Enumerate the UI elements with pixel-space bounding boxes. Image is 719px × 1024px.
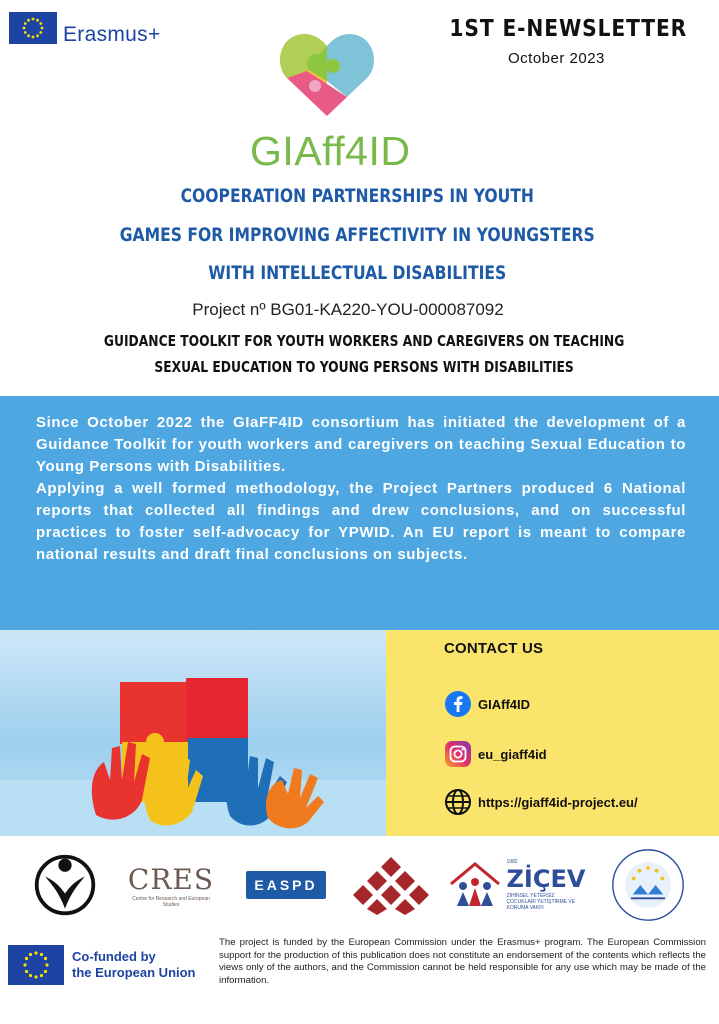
puzzle-heart-logo [277, 26, 377, 118]
intro-text [36, 412, 686, 566]
eild-logo [608, 846, 688, 924]
instagram-icon [444, 740, 472, 768]
eu-flag-logo [9, 12, 57, 44]
cres-logo-subtitle: Centre for Research and European Studies [132, 895, 210, 908]
puzzle-hands-photo [0, 630, 386, 836]
cofunded-line-1: Co-funded by [72, 949, 156, 964]
facebook-icon [444, 690, 472, 718]
intro-band [0, 396, 719, 630]
cofunded-label [72, 949, 196, 981]
erasmus-plus-label: Erasmus+ [63, 23, 161, 46]
globe-icon [444, 788, 472, 816]
headline-line-3: WITH INTELLECTUAL DISABILITIES [208, 262, 507, 284]
partner-logo-1 [30, 846, 100, 924]
newsletter-title: 1ST E-NEWSLETTER [449, 16, 687, 42]
website-link[interactable] [444, 788, 638, 816]
project-number: Project nº BG01-KA220-YOU-000087092 [192, 300, 504, 319]
instagram-handle: eu_giaff4id [478, 746, 547, 762]
intro-paragraph-1: Since October 2022 the GIaFF4ID consortium has initiated the development of a Guidance Toolkit for youth workers and caregivers on teaching Sexual Education to Young Persons with Disabilities. [36, 414, 686, 475]
facebook-link[interactable] [444, 690, 530, 718]
contact-title: CONTACT US [444, 640, 544, 657]
diamond-partner-logo [352, 846, 430, 924]
zicev-logo [446, 846, 586, 924]
partner-logos [0, 846, 719, 926]
cofunded-eu-flag [8, 945, 64, 985]
easpd-logo [242, 846, 330, 924]
cofunded-line-2: the European Union [72, 965, 196, 980]
intro-paragraph-2: Applying a well formed methodology, the Project Partners produced 6 National reports that collected all findings and drew conclusions, and on successful practices to foster self-advocacy for YPWID. An EU report is meant to compare national results and draft final conclusions on subjects. [36, 480, 686, 563]
headline-line-2: GAMES FOR IMPROVING AFFECTIVITY IN YOUNGSTERS [119, 224, 595, 246]
zicev-year: 1982 [506, 859, 518, 865]
headline-line-1: COOPERATION PARTNERSHIPS IN YOUTH [180, 185, 534, 207]
website-url: https://giaff4id-project.eu/ [478, 794, 638, 810]
project-logo-text: GIAff4ID [250, 128, 411, 174]
cres-logo [126, 846, 216, 924]
subheading-line-2: SEXUAL EDUCATION TO YOUNG PERSONS WITH DISABILITIES [154, 358, 574, 376]
facebook-handle: GIAff4ID [478, 696, 530, 712]
newsletter-date: October 2023 [508, 50, 605, 67]
instagram-link[interactable] [444, 740, 547, 768]
subheading-line-1: GUIDANCE TOOLKIT FOR YOUTH WORKERS AND CAREGIVERS ON TEACHING [103, 332, 625, 350]
easpd-logo-text: EASPD [246, 871, 325, 899]
funding-disclaimer: The project is funded by the European Commission under the Erasmus+ program. The European Commission support for the production of this publication does not constitute an endorsement of the contents which reflects the views only of the authors, and the Commission cannot be held responsible for any use which may be made of the information. [219, 937, 706, 986]
contact-panel [386, 630, 719, 836]
zicev-logo-text: ZİÇEV [506, 865, 586, 893]
cres-logo-text: CRES [127, 862, 215, 896]
zicev-logo-subtitle: ZİHİNSEL YETERSİZ ÇOCUKLARI YETİŞTİRME VE KORUMA VAKFI [506, 893, 576, 911]
